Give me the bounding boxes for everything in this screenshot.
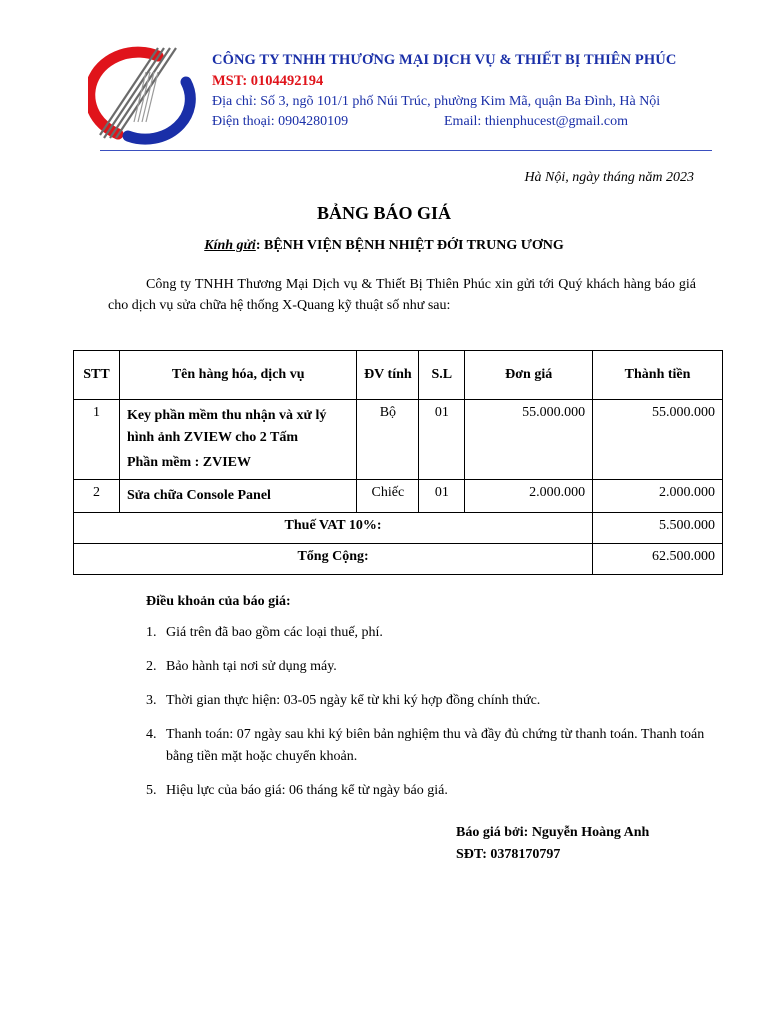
signature-block xyxy=(456,822,649,866)
term-text: Thanh toán: 07 ngày sau khi ký biên bản nghiệm thu và đầy đủ chứng từ thanh toán. Thanh toán bằng tiền mặt hoặc chuyển khoản. xyxy=(166,727,705,764)
grand-total-row xyxy=(74,544,723,575)
term-number: 5. xyxy=(146,783,157,798)
quote-table xyxy=(73,350,723,575)
item-name: Key phần mềm thu nhận và xử lý hình ảnh ZVIEW cho 2 Tấm xyxy=(126,408,327,445)
cell-stt: 1 xyxy=(74,400,120,480)
cell-qty: 01 xyxy=(419,480,465,513)
term-text: Bảo hành tại nơi sử dụng máy. xyxy=(166,659,337,674)
company-phone: Điện thoại: 0904280109 xyxy=(212,114,349,129)
contact-row xyxy=(212,114,722,132)
quoted-by: Báo giá bởi: Nguyễn Hoàng Anh xyxy=(456,825,650,840)
vat-value: 5.500.000 xyxy=(593,513,723,544)
terms-section xyxy=(146,594,706,802)
table-row xyxy=(74,480,723,513)
company-email: Email: thienphucest@gmail.com xyxy=(444,114,628,129)
cell-total: 2.000.000 xyxy=(593,480,723,513)
header-name: Tên hàng hóa, dịch vụ xyxy=(119,351,356,400)
term-number: 1. xyxy=(146,625,157,640)
cell-qty: 01 xyxy=(419,400,465,480)
recipient-name: : BỆNH VIỆN BỆNH NHIỆT ĐỚI TRUNG ƯƠNG xyxy=(255,238,564,253)
term-item xyxy=(146,724,706,768)
grand-total-label: Tổng Cộng: xyxy=(74,544,593,575)
item-subname: Phần mềm : ZVIEW xyxy=(126,455,252,470)
header-qty: S.L xyxy=(419,351,465,400)
term-item xyxy=(146,780,706,802)
cell-price: 55.000.000 xyxy=(465,400,593,480)
signer-phone: SĐT: 0378170797 xyxy=(456,847,561,862)
grand-total-value: 62.500.000 xyxy=(593,544,723,575)
terms-title: Điều khoản của báo giá: xyxy=(146,594,291,609)
header-price: Đơn giá xyxy=(465,351,593,400)
company-address: Địa chỉ: Số 3, ngõ 101/1 phố Núi Trúc, phường Kim Mã, quận Ba Đình, Hà Nội xyxy=(212,94,661,109)
document-title: BẢNG BÁO GIÁ xyxy=(316,203,451,223)
cell-total: 55.000.000 xyxy=(593,400,723,480)
cell-unit: Bộ xyxy=(357,400,419,480)
vat-row xyxy=(74,513,723,544)
term-number: 3. xyxy=(146,693,157,708)
header-stt: STT xyxy=(74,351,120,400)
cell-unit: Chiếc xyxy=(357,480,419,513)
cell-name xyxy=(119,400,356,480)
tax-code: MST: 0104492194 xyxy=(212,73,324,89)
company-logo xyxy=(88,42,198,147)
term-text: Giá trên đã bao gồm các loại thuế, phí. xyxy=(166,625,383,640)
cell-name: Sửa chữa Console Panel xyxy=(119,480,356,513)
term-item xyxy=(146,690,706,712)
intro-text: Công ty TNHH Thương Mại Dịch vụ & Thiết Bị Thiên Phúc xin gửi tới Quý khách hàng báo giá cho dịch vụ sửa chữa hệ thống X-Quang kỹ thuật số như sau: xyxy=(108,277,696,313)
cell-stt: 2 xyxy=(74,480,120,513)
header-unit: ĐV tính xyxy=(357,351,419,400)
header-divider xyxy=(100,150,712,151)
cell-price: 2.000.000 xyxy=(465,480,593,513)
intro-paragraph xyxy=(108,274,696,316)
term-number: 2. xyxy=(146,659,157,674)
term-text: Hiệu lực của báo giá: 06 tháng kể từ ngày báo giá. xyxy=(166,783,448,798)
vat-label: Thuế VAT 10%: xyxy=(74,513,593,544)
term-item xyxy=(146,622,706,644)
recipient-line xyxy=(0,238,768,254)
date-line: Hà Nội, ngày tháng năm 2023 xyxy=(524,170,694,185)
term-text: Thời gian thực hiện: 03-05 ngày kể từ khi ký hợp đồng chính thức. xyxy=(166,693,541,708)
company-header xyxy=(212,52,722,132)
term-item xyxy=(146,656,706,678)
company-name: CÔNG TY TNHH THƯƠNG MẠI DỊCH VỤ & THIẾT BỊ THIÊN PHÚC xyxy=(212,52,677,68)
term-number: 4. xyxy=(146,727,157,742)
table-header-row xyxy=(74,351,723,400)
recipient-label: Kính gửi xyxy=(204,238,256,253)
header-total: Thành tiền xyxy=(593,351,723,400)
table-row xyxy=(74,400,723,480)
